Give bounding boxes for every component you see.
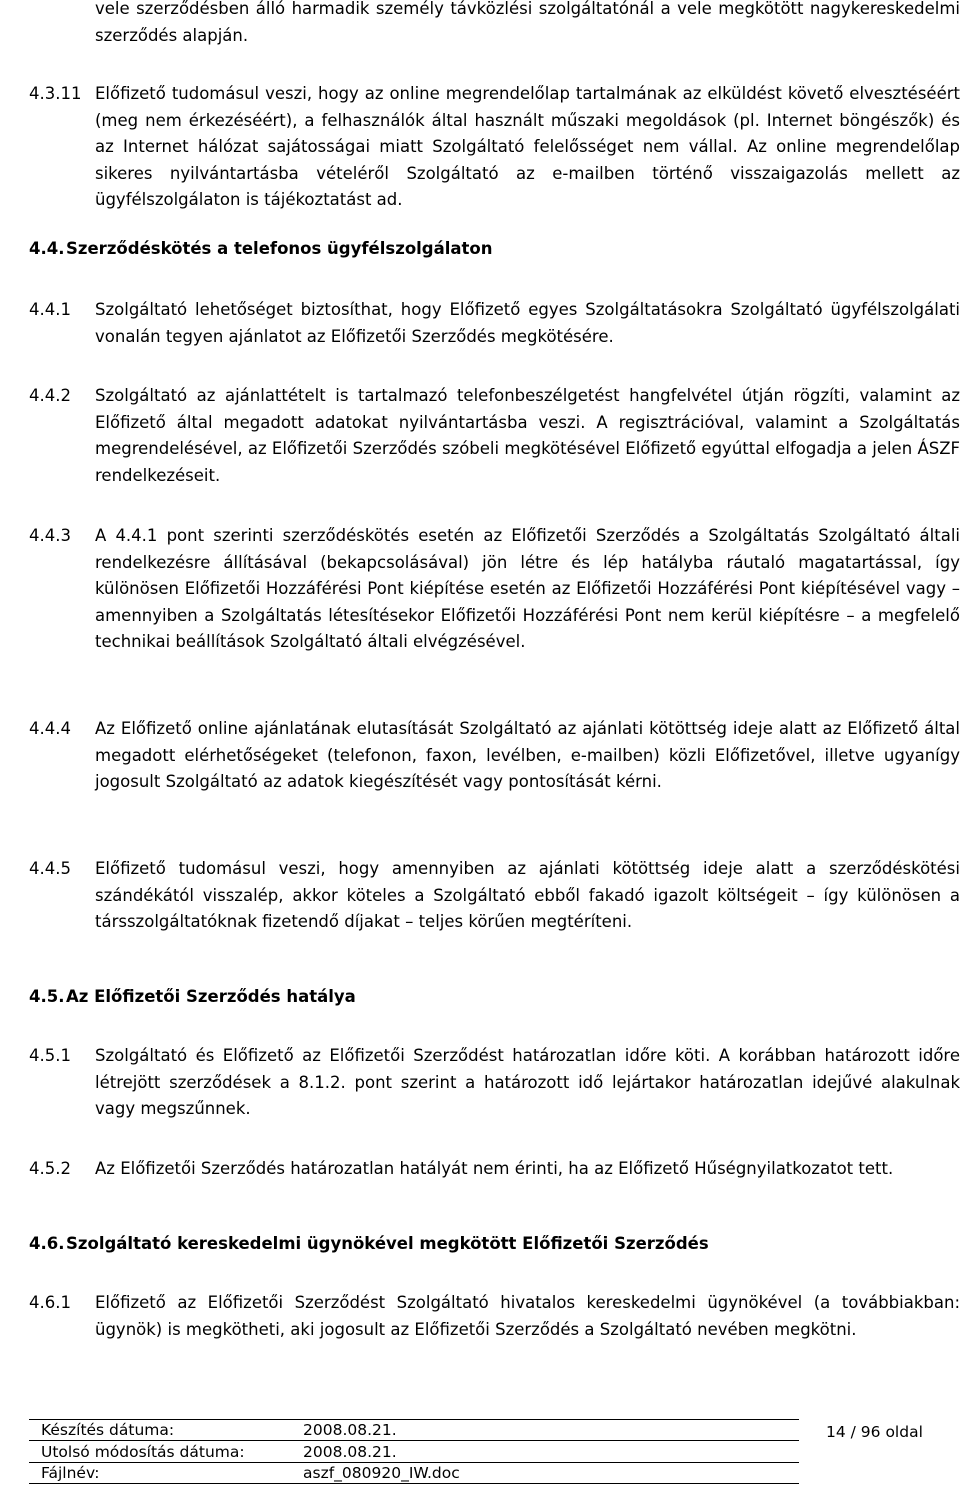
section-number: 4.4.3	[29, 526, 71, 545]
footer-value-created: 2008.08.21.	[303, 1421, 397, 1439]
footer-label-modified: Utolsó módosítás dátuma:	[41, 1443, 245, 1461]
section-heading-number: 4.4.	[29, 239, 65, 258]
footer-label-created: Készítés dátuma:	[41, 1421, 175, 1439]
section-number: 4.4.1	[29, 300, 71, 319]
section-number: 4.5.1	[29, 1046, 71, 1065]
section-heading: Szerződéskötés a telefonos ügyfélszolgálaton	[66, 239, 493, 258]
section-number: 4.4.5	[29, 859, 71, 878]
section-number: 4.3.11	[29, 84, 82, 103]
section-number: 4.4.4	[29, 719, 71, 738]
footer-value-file: aszf_080920_IW.doc	[303, 1464, 460, 1482]
section-heading-number: 4.5.	[29, 987, 65, 1006]
paragraph-4-4-2: Szolgáltató az ajánlattételt is tartalmazó telefonbeszélgetést hangfelvétel útján rögzíti, valamint az Előfizető által megadott adatokat nyilvántartásba veszi. A regisztrációval, valamint a Szolgáltatás megrendelésével, az Előfizetői Szerződés szóbeli megkötésével Előfizető egyúttal elfogadja a jelen ÁSZF rendelkezéseit.	[95, 386, 960, 485]
section-number: 4.4.2	[29, 386, 71, 405]
paragraph-4-4-5: Előfizető tudomásul veszi, hogy amennyiben az ajánlati kötöttség ideje alatt a szerződéskötési szándékától visszalép, akkor köteles a Szolgáltató ebből fakadó igazolt költségeit – így különösen a társszolgáltatóknak fizetendő díjakat – teljes körűen megtéríteni.	[95, 859, 960, 931]
section-heading: Az Előfizetői Szerződés hatálya	[66, 987, 356, 1006]
section-heading-number: 4.6.	[29, 1234, 65, 1253]
paragraph-4-5-1: Szolgáltató és Előfizető az Előfizetői Szerződést határozatlan időre köti. A korábban határozott időre létrejött szerződések a 8.1.2. pont szerint a határozott idő lejártakor határozatlan idejűvé alakulnak vagy megszűnnek.	[95, 1046, 960, 1118]
paragraph-4-3-11: Előfizető tudomásul veszi, hogy az online megrendelőlap tartalmának az elküldést követő elvesztéséért (meg nem érkezéséért), a felhasználók által használt műszaki megoldások (pl. Internet böngészők) és az Internet hálózat sajátosságai miatt Szolgáltató felelősséget nem vállal. Az online megrendelőlap sikeres nyilvántartásba vételéről Szolgáltató az e-mailben történő visszaigazolás mellett az ügyfélszolgálaton is tájékoztatást ad.	[95, 84, 960, 209]
section-heading: Szolgáltató kereskedelmi ügynökével megkötött Előfizetői Szerződés	[66, 1234, 709, 1253]
paragraph-4-5-2: Az Előfizetői Szerződés határozatlan hatályát nem érinti, ha az Előfizető Hűségnyilatkozatot tett.	[95, 1159, 894, 1178]
footer-page-number: 14 / 96 oldal	[826, 1423, 923, 1441]
section-number: 4.6.1	[29, 1293, 71, 1312]
paragraph-4-6-1: Előfizető az Előfizetői Szerződést Szolgáltató hivatalos kereskedelmi ügynökével (a továbbiakban: ügynök) is megkötheti, aki jogosult az Előfizetői Szerződés a Szolgáltató nevében megkötni.	[95, 1293, 960, 1339]
footer-value-modified: 2008.08.21.	[303, 1443, 397, 1461]
section-number: 4.5.2	[29, 1159, 71, 1178]
paragraph-4-4-4: Az Előfizető online ajánlatának elutasítását Szolgáltató az ajánlati kötöttség ideje alatt az Előfizető által megadott elérhetőségeket (telefonon, faxon, levélben, e-mailben) közli Előfizetővel, illetve ugyanígy jogosult Szolgáltató az adatok kiegészítését vagy pontosítását kérni.	[95, 719, 960, 791]
paragraph-4-4-3: A 4.4.1 pont szerinti szerződéskötés esetén az Előfizetői Szerződés a Szolgáltatás Szolgáltató általi rendelkezésre állításával (bekapcsolásával) jön létre és lép hatályba ráutaló magatartással, így különösen Előfizetői Hozzáférési Pont kiépítése esetén az Előfizetői Hozzáférési Pont kiépítésével vagy – amennyiben a Szolgáltatás létesítésekor Előfizetői Hozzáférési Pont nem kerül kiépítésre – a megfelelő technikai beállítások Szolgáltató általi elvégzésével.	[95, 526, 960, 651]
footer-label-file: Fájlnév:	[41, 1464, 100, 1482]
paragraph-4-4-1: Szolgáltató lehetőséget biztosíthat, hogy Előfizető egyes Szolgáltatásokra Szolgáltató ügyfélszolgálati vonalán tegyen ajánlatot az Előfizetői Szerződés megkötésére.	[95, 300, 960, 346]
paragraph-continuation: vele szerződésben álló harmadik személy távközlési szolgáltatónál a vele megkötött nagykereskedelmi szerződés alapján.	[95, 0, 960, 45]
